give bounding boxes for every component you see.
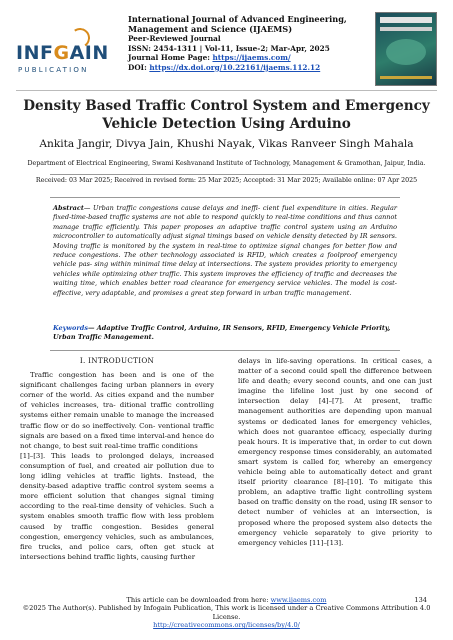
page-number: 134 <box>414 596 427 604</box>
section-heading-introduction: I. INTRODUCTION <box>79 356 155 365</box>
paper-title: Density Based Traffic Control System and Emergency Vehicle Detection Using Arduino <box>23 98 430 132</box>
divider <box>50 197 400 198</box>
peer-reviewed: Peer-Reviewed Journal <box>128 34 221 43</box>
abstract <box>53 204 397 298</box>
divider <box>50 350 400 351</box>
journal-issn: ISSN: 2454-1311 | Vol-11, Issue-2; Mar-Apr, 2025 <box>128 43 330 53</box>
logo-subtext: PUBLICATION <box>18 66 89 74</box>
column-right <box>238 356 432 548</box>
paper-dates: Received: 03 Mar 2025; Received in revised form: 25 Mar 2025; Accepted: 31 Mar 2025; Available online: 07 Apr 2025 <box>35 177 418 184</box>
logo-wordmark: INFGAIN <box>16 42 109 64</box>
doi-link[interactable]: https://dx.doi.org/10.22161/ijaems.112.12 <box>149 62 321 72</box>
intro-paragraph: Traffic congestion has been and is one of the significant challenges facing urban planners in every corner of the world. As cities expand and the number of vehicles increases, tra- ditional traffic controlling systems either remain unable to manage the increased traffic flow or do so ineffectively. Con- ventional traffic signals are based on a fixed time interval-and hence do not change, to best suit real-time traffic conditions <box>20 371 214 450</box>
abstract-text: — Urban traffic congestions cause delays and ineffi- cient fuel expenditure in cities. Regular fixed-time-based traffic systems are not able to respond quickly to real-time conditions and thus cannot manage traffic efficiently. This paper proposes an adaptive traffic control system using an Arduino microcontroller to automatically adjust signal timings based on vehicle density detected by IR sensors. Moving traffic is monitored by the system in real-time to optimize signal changes for better flow and reduce congestions. The other technology associated is RFID, which creates a foolproof emergency vehicle pas- sing within minimal time delay at intersections. The system provides priority to emergency vehicles while optimizing other traffic. This system improves the efficiency of traffic and decreases the waiting time, which enables better road clearance for emergency service vehicles. The model is cost-effective, very adaptable, and promises a great step forward in urban traffic management. <box>53 204 397 297</box>
keywords-label: Keywords <box>53 324 88 332</box>
abstract-label: Abstract <box>53 204 84 212</box>
license-text: ©2025 The Author(s). Published by Infogain Publication, This work is licensed under a Creative Commons Attribution 4.0 License. <box>22 604 431 621</box>
journal-homepage: Journal Home Page: https://ijaems.com/ <box>128 53 291 63</box>
license-link[interactable]: http://creativecommons.org/licenses/by/4.0/ <box>153 621 300 630</box>
download-link[interactable]: www.ijaems.com <box>270 596 327 604</box>
homepage-link[interactable]: https://ijaems.com/ <box>212 53 291 63</box>
column-left <box>20 356 214 562</box>
download-line: This article can be downloaded from here: www.ijaems.com <box>126 596 327 604</box>
publisher-logo <box>16 24 112 80</box>
keywords <box>53 324 397 343</box>
intro-paragraph: delays in life-saving operations. In critical cases, a matter of a second could spell the difference between life and death; every second counts, and one can just imagine the lifeline lost just by one second of intersection delay [4]–[7]. At present, traffic management authorities are depending upon manual systems or dedicated lanes for emergency vehicles, which does not guarantee efficacy, especially during peak hours. It is imperative that, in order to cut down emergency response times considerably, an automated smart system is called for, whereby an emergency vehicle being able to automatically detect and grant itself priority clearance [8]–[10]. To mitigate this problem, an adaptive traffic light controlling system based on traffic density on the road, using IR sensor to detect number of vehicles at an intersection, is proposed where the proposed system also detects the emergency vehicle separately to give priority to emergency vehicles [11]–[13]. <box>238 357 432 547</box>
journal-info <box>128 14 378 72</box>
journal-doi: DOI: https://dx.doi.org/10.22161/ijaems.112.12 <box>128 62 321 72</box>
journal-header <box>16 12 437 91</box>
journal-cover-image <box>375 12 437 86</box>
paper-affiliation: Department of Electrical Engineering, Swami Keshvanand Institute of Technology, Management & Gramothan, Jaipur, India. <box>27 160 426 167</box>
divider <box>50 174 400 175</box>
page-footer <box>10 596 443 630</box>
journal-title: International Journal of Advanced Engineering, Management and Science (IJAEMS) <box>128 14 347 34</box>
paper-authors: Ankita Jangir, Divya Jain, Khushi Nayak, Vikas Ranveer Singh Mahala <box>39 138 414 150</box>
intro-paragraph: [1]–[3]. This leads to prolonged delays, increased consumption of fuel, and created air pollution due to long idling vehicles at traffic lights. Instead, the density-based adaptive traffic control system seems a more efficient solution that changes signal timing according to the real-time density of vehicles. Such a system enables smooth traffic flow with less problem caused by traffic congestion. Besides general congestion, emergency vehicles, such as ambulances, fire trucks, and police cars, often get stuck at intersections behind traffic lights, causing further <box>20 451 214 561</box>
keywords-text: — Adaptive Traffic Control, Arduino, IR Sensors, RFID, Emergency Vehicle Priority, Urban Traffic Management. <box>53 324 391 342</box>
